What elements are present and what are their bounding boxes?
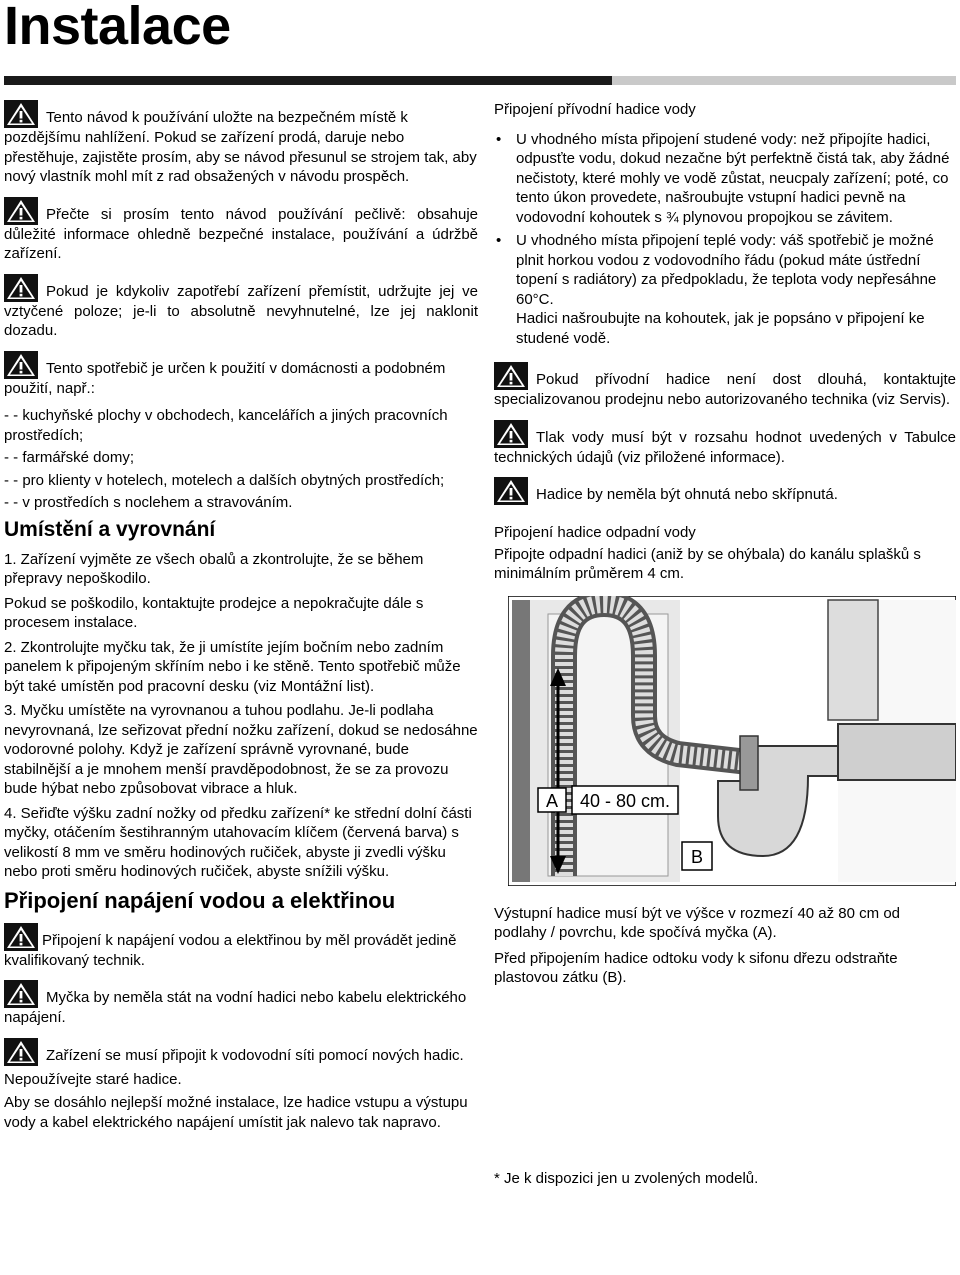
warning-icon: [494, 420, 528, 448]
paragraph: Pokud se poškodilo, kontaktujte prodejce a nepokračujte dále s procesem instalace.: [4, 594, 424, 631]
warning-text: Přečte si prosím tento návod používání pečlivě: obsahuje důležité informace ohledně bezpečné instalace, používání a údržbě zařízení.: [4, 205, 478, 262]
footnote: * Je k dispozici jen u zvolených modelů.: [494, 1170, 759, 1187]
warning-text: Pokud přívodní hadice není dost dlouhá, kontaktujte specializovanou prodejnu nebo autorizovaného technika (viz Servis).: [494, 371, 956, 408]
warning-icon: [4, 923, 38, 951]
list-item: - - farmářské domy;: [4, 449, 135, 466]
drain-diagram-illustration: [508, 596, 956, 886]
warning-icon: [494, 362, 528, 390]
drain-hose-diagram: [508, 596, 956, 886]
drain-text: Připojte odpadní hadici (aniž by se ohýbala) do kanálu splašků s minimálním průměrem 4 cm.: [494, 545, 921, 582]
paragraph: 1. Zařízení vyjměte ze všech obalů a zkontrolujte, že se během přepravy nepoškodilo.: [4, 550, 424, 587]
warning-qualified-technician: [4, 923, 478, 971]
warning-hose-cable: [4, 980, 478, 1028]
paragraph: Výstupní hadice musí být ve výšce v rozmezí 40 až 80 cm od podlahy / povrchu, kde spočívá myčka (A).: [494, 904, 901, 941]
warning-text: Tento návod k používání uložte na bezpečném místě k pozdějšímu nahlížení. Pokud se zařízení prodá, daruje nebo přestěhuje, zajistěte prosím, aby se návod přesunul se strojem tak, aby nový vlastník mohl mít z rad obsažených v návodu prospěch.: [4, 109, 477, 185]
inlet-note: Hadici našroubujte na kohoutek, jak je popsáno v připojení ke studené vodě.: [516, 310, 925, 347]
warning-icon: [4, 100, 38, 128]
section-heading-placement: Umístění a vyrovnání: [4, 517, 216, 541]
paragraph: Před připojením hadice odtoku vody k sifonu dřezu odstraňte plastovou zátku (B).: [494, 949, 898, 986]
right-column: [494, 100, 956, 998]
list-item: - - pro klienty v hotelech, motelech a dalších obytných prostředích;: [4, 471, 445, 489]
list-item: - - v prostředích s noclehem a stravováním.: [4, 494, 293, 511]
warning-icon: [4, 274, 38, 302]
warning-icon: [494, 477, 528, 505]
warning-household-use: [4, 351, 478, 399]
paragraph: 2. Zkontrolujte myčku tak, že ji umístíte jejím bočním nebo zadním panelem k připojeným skříním nebo i ke stěně. Tento spotřebič může být také umístěn pod pracovní desku (viz Montážní list).: [4, 638, 461, 695]
warning-icon: [4, 1038, 38, 1066]
warning-hose-length: [494, 362, 956, 410]
diagram-label-b: B: [690, 846, 704, 867]
diagram-label-a: A: [545, 790, 559, 811]
header-rule-dark: [4, 76, 612, 85]
section-heading-connection: Připojení napájení vodou a elektřinou: [4, 887, 396, 913]
warning-icon: [4, 197, 38, 225]
diagram-range-label: 40 - 80 cm.: [579, 790, 671, 811]
paragraph: 3. Myčku umístěte na vyrovnanou a tuhou podlahu. Je-li podlaha nevyrovnaná, lze seřizovat přední nožku zařízení, dokud se nedosáhne vodorovné polohy. Když je zařízení správně vyrovnané, bude stabilnější a je mnohem menší pravděpodobnost, že se za provozu bude hýbat nebo způsobovat vibrace a hluk.: [4, 702, 478, 797]
warning-text: Hadice by neměla být ohnutá nebo skřípnutá.: [536, 486, 838, 503]
warning-water-pressure: [494, 420, 956, 468]
warning-text: Myčka by neměla stát na vodní hadici nebo kabelu elektrického napájení.: [4, 989, 467, 1026]
paragraph: Nepoužívejte staré hadice.: [4, 1070, 182, 1088]
list-item: • U vhodného místa připojení teplé vody: váš spotřebič je možné plnit horkou vodou z vodovodního řádu (pokud máte ústřední topení s radiátory) za předpokladu, že teplota vody nepřesáhne 60°C.: [494, 231, 956, 309]
left-column: [4, 100, 478, 1142]
inlet-bullet-list: [494, 130, 956, 310]
list-item: • U vhodného místa připojení studené vody: než připojíte hadici, odpusťte vodu, dokud nezačne být perfektně čistá tak, aby žádné nečistoty, které mohly ve vodě zůstat, neucpaly zařízení; poté, co tento úkon provedete, našroubujte vstupní hadici pevně na vodovodní kohoutek s ¾ plynovou propojkou se závitem.: [494, 130, 956, 228]
warning-text: Zařízení se musí připojit k vodovodní síti pomocí nových hadic.: [46, 1046, 464, 1064]
warning-text: Pokud je kdykoliv zapotřebí zařízení přemístit, udržujte jej ve vztyčené poloze; je-li to absolutně nevyhnutelné, lze jej naklonit dozadu.: [4, 282, 478, 339]
warning-text: Připojení k napájení vodou a elektřinou by měl provádět jedině kvalifikovaný technik.: [4, 931, 457, 969]
warning-keep-manual: [4, 100, 478, 187]
page-title: Instalace: [4, 0, 231, 56]
warning-read-carefully: [4, 197, 478, 264]
paragraph: Aby se dosáhlo nejlepší možné instalace, lze hadice vstupu a výstupu vody a kabel elektrického napájení umístit jak nalevo tak napravo.: [4, 1094, 468, 1131]
list-item: - - kuchyňské plochy v obchodech, kancelářích a jiných pracovních prostředích;: [4, 407, 448, 444]
paragraph: 4. Seřiďte výšku zadní nožky od předku zařízení* ke střední dolní části myčky, otáčením šestihranným utahovacím klíčem (červená barva) s velikostí 8 mm ve směru hodinových ručiček, abyste ji zvedli výšku nebo proti směru hodinových ručiček, abyste snížili výšku.: [4, 804, 472, 880]
inlet-heading: Připojení přívodní hadice vody: [494, 101, 696, 118]
header-rule-light: [612, 76, 956, 85]
warning-move-upright: [4, 274, 478, 341]
warning-hose-bent: [494, 477, 956, 505]
drain-heading: Připojení hadice odpadní vody: [494, 524, 696, 541]
warning-new-hoses: [4, 1038, 478, 1066]
warning-text: Tlak vody musí být v rozsahu hodnot uvedených v Tabulce technických údajů (viz přiložené informace).: [494, 428, 956, 466]
warning-icon: [4, 351, 38, 379]
warning-text: Tento spotřebič je určen k použití v domácnosti a podobném použití, např.:: [4, 359, 446, 397]
warning-icon: [4, 980, 38, 1008]
